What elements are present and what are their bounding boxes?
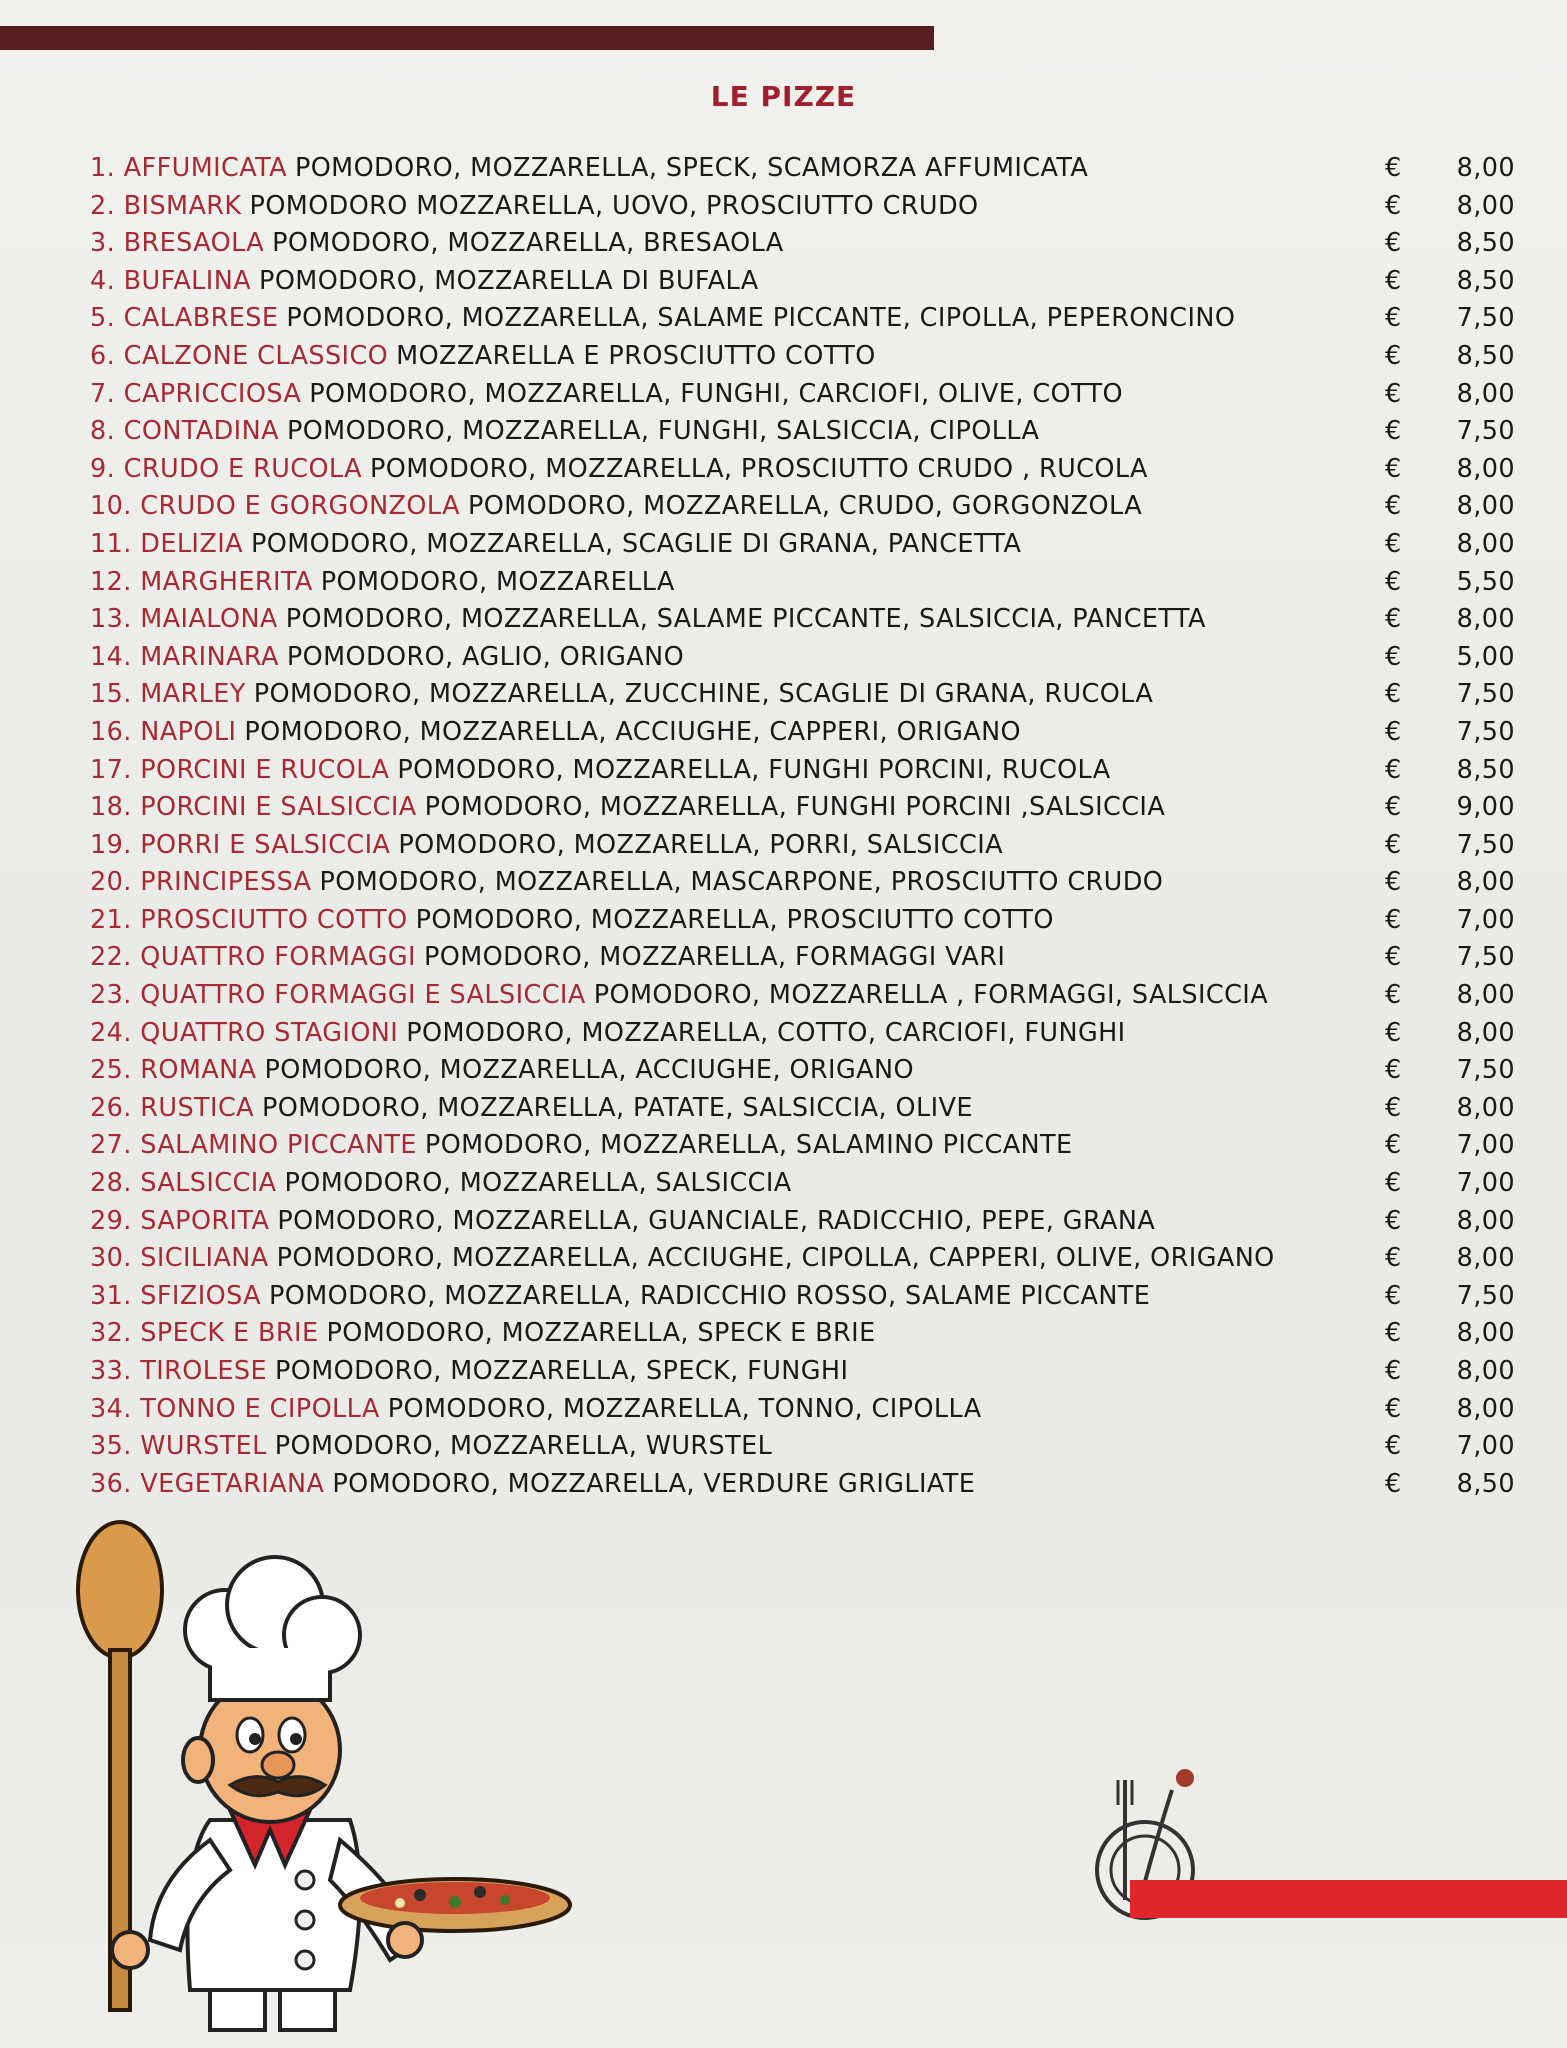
pizza-name: TIROLESE [140, 1356, 267, 1386]
pizza-name: RUSTICA [140, 1092, 254, 1123]
pizza-chef-illustration [60, 1520, 600, 2040]
ingredients: POMODORO, MOZZARELLA [320, 566, 675, 597]
price: 8,50 [1456, 228, 1515, 259]
currency-symbol: € [1385, 1092, 1402, 1123]
price: 7,50 [1456, 1280, 1515, 1311]
ingredients: POMODORO, MOZZARELLA, FUNGHI PORCINI, RUCOLA [397, 754, 1111, 785]
ingredients: POMODORO, MOZZARELLA, ACCIUGHE, ORIGANO [264, 1055, 914, 1086]
item-number: 2. [90, 190, 116, 221]
item-number: 3. [90, 228, 116, 259]
item-number: 14. [90, 641, 132, 672]
pizza-name: CRUDO E RUCOLA [123, 453, 362, 484]
item-number: 9. [90, 453, 116, 484]
pizza-name: CONTADINA [123, 416, 279, 447]
pizza-name: PORCINI E SALSICCIA [140, 792, 417, 823]
currency-symbol: € [1385, 1168, 1402, 1199]
menu-item [90, 1015, 1515, 1053]
item-number: 26. [90, 1092, 132, 1123]
price: 8,00 [1456, 1092, 1515, 1123]
menu-item [90, 1165, 1515, 1203]
ingredients: POMODORO, MOZZARELLA, VERDURE GRIGLIATE [332, 1468, 976, 1499]
price: 8,00 [1456, 453, 1515, 484]
menu-item [90, 488, 1515, 526]
price: 5,50 [1456, 566, 1515, 597]
menu-item [90, 225, 1515, 263]
pizza-name: BISMARK [123, 190, 242, 221]
menu-item [90, 676, 1515, 714]
currency-symbol: € [1385, 604, 1402, 635]
ingredients: POMODORO, MOZZARELLA, ACCIUGHE, CIPOLLA, CAPPERI, OLIVE, ORIGANO [276, 1243, 1275, 1274]
pizza-name: PROSCIUTTO COTTO [140, 904, 408, 935]
price: 8,50 [1456, 754, 1515, 785]
currency-symbol: € [1385, 1356, 1402, 1386]
pizza-name: ROMANA [140, 1055, 257, 1086]
ingredients: POMODORO, MOZZARELLA, SPECK E BRIE [326, 1318, 876, 1349]
price: 7,00 [1456, 904, 1515, 935]
menu-item [90, 1315, 1515, 1353]
currency-symbol: € [1385, 1055, 1402, 1086]
pizza-name: MAIALONA [140, 604, 278, 635]
price: 8,00 [1456, 528, 1515, 559]
menu-item [90, 526, 1515, 564]
item-number: 36. [90, 1468, 132, 1499]
price: 7,50 [1456, 679, 1515, 710]
item-number: 24. [90, 1017, 132, 1048]
menu-item [90, 752, 1515, 790]
ingredients: POMODORO, MOZZARELLA, GUANCIALE, RADICCHIO, PEPE, GRANA [277, 1205, 1156, 1236]
ingredients: POMODORO, MOZZARELLA, FUNGHI PORCINI ,SALSICCIA [424, 792, 1166, 823]
menu-item [90, 864, 1515, 902]
currency-symbol: € [1385, 1130, 1402, 1161]
chef-hat-icon [185, 1557, 360, 1700]
price: 8,00 [1456, 1243, 1515, 1274]
menu-item [90, 939, 1515, 977]
menu-item [90, 714, 1515, 752]
item-number: 20. [90, 867, 132, 898]
currency-symbol: € [1385, 1318, 1402, 1349]
price: 8,00 [1456, 604, 1515, 635]
item-number: 22. [90, 942, 132, 973]
price: 8,50 [1456, 340, 1515, 371]
pizza-name: VEGETARIANA [140, 1468, 325, 1499]
currency-symbol: € [1385, 303, 1402, 334]
menu-item [90, 263, 1515, 301]
pizza-name: PORRI E SALSICCIA [140, 829, 391, 860]
pizza-name: SALSICCIA [140, 1168, 277, 1199]
pizza-name: SFIZIOSA [140, 1280, 262, 1311]
currency-symbol: € [1385, 867, 1402, 898]
menu-item [90, 1090, 1515, 1128]
item-number: 35. [90, 1431, 132, 1462]
currency-symbol: € [1385, 1393, 1402, 1424]
menu-item [90, 1052, 1515, 1090]
pizza-name: DELIZIA [140, 528, 243, 559]
item-number: 32. [90, 1318, 132, 1349]
item-number: 29. [90, 1205, 132, 1236]
currency-symbol: € [1385, 190, 1402, 221]
menu-item [90, 1240, 1515, 1278]
price: 8,50 [1456, 1468, 1515, 1499]
currency-symbol: € [1385, 378, 1402, 409]
currency-symbol: € [1385, 904, 1402, 935]
currency-symbol: € [1385, 1205, 1402, 1236]
ingredients: POMODORO, MOZZARELLA, PORRI, SALSICCIA [398, 829, 1003, 860]
item-number: 13. [90, 604, 132, 635]
currency-symbol: € [1385, 829, 1402, 860]
price: 7,00 [1456, 1431, 1515, 1462]
currency-symbol: € [1385, 792, 1402, 823]
pizza-name: SPECK E BRIE [140, 1318, 319, 1349]
menu-item [90, 789, 1515, 827]
ingredients: POMODORO, MOZZARELLA, RADICCHIO ROSSO, SALAME PICCANTE [269, 1280, 1151, 1311]
pizza-name: CALABRESE [123, 303, 279, 334]
item-number: 11. [90, 528, 132, 559]
item-number: 8. [90, 416, 116, 447]
currency-symbol: € [1385, 716, 1402, 747]
ingredients: POMODORO, MOZZARELLA, PROSCIUTTO CRUDO , RUCOLA [369, 453, 1148, 484]
currency-symbol: € [1385, 980, 1402, 1011]
price: 8,00 [1456, 1356, 1515, 1386]
price: 9,00 [1456, 792, 1515, 823]
ingredients: POMODORO, AGLIO, ORIGANO [286, 641, 685, 672]
menu-item [90, 413, 1515, 451]
item-number: 28. [90, 1168, 132, 1199]
ingredients: POMODORO, MOZZARELLA, SPECK, FUNGHI [274, 1356, 849, 1386]
currency-symbol: € [1385, 491, 1402, 522]
ingredients: POMODORO, MOZZARELLA, BRESAOLA [272, 228, 784, 259]
price: 8,00 [1456, 491, 1515, 522]
ingredients: MOZZARELLA E PROSCIUTTO COTTO [396, 340, 876, 371]
item-number: 4. [90, 265, 116, 296]
pizza-name: WURSTEL [140, 1431, 267, 1462]
menu-item [90, 1466, 1515, 1504]
item-number: 17. [90, 754, 132, 785]
item-number: 23. [90, 980, 132, 1011]
pizza-name: MARINARA [140, 641, 279, 672]
price: 8,00 [1456, 378, 1515, 409]
item-number: 7. [90, 378, 116, 409]
item-number: 33. [90, 1356, 132, 1386]
pizza-name: BUFALINA [123, 265, 252, 296]
ingredients: POMODORO, MOZZARELLA, FORMAGGI VARI [423, 942, 1006, 973]
item-number: 1. [90, 153, 116, 183]
menu-item [90, 1278, 1515, 1316]
menu-item [90, 1127, 1515, 1165]
ingredients: POMODORO, MOZZARELLA, ZUCCHINE, SCAGLIE DI GRANA, RUCOLA [253, 679, 1154, 710]
price: 7,00 [1456, 1168, 1515, 1199]
ingredients: POMODORO, MOZZARELLA , FORMAGGI, SALSICCIA [593, 980, 1269, 1011]
ingredients: POMODORO MOZZARELLA, UOVO, PROSCIUTTO CRUDO [249, 190, 979, 221]
ingredients: POMODORO, MOZZARELLA, MASCARPONE, PROSCIUTTO CRUDO [319, 867, 1164, 898]
ingredients: POMODORO, MOZZARELLA, SALAMINO PICCANTE [424, 1130, 1073, 1161]
menu-item [90, 1391, 1515, 1429]
pizza-name: SAPORITA [140, 1205, 270, 1236]
currency-symbol: € [1385, 1468, 1402, 1499]
currency-symbol: € [1385, 566, 1402, 597]
pizza-name: QUATTRO STAGIONI [140, 1017, 399, 1048]
item-number: 5. [90, 303, 116, 334]
price: 8,00 [1456, 190, 1515, 221]
pizza-name: PORCINI E RUCOLA [140, 754, 390, 785]
pizza-name: MARGHERITA [140, 566, 313, 597]
pizza-name: BRESAOLA [123, 228, 265, 259]
item-number: 19. [90, 829, 132, 860]
ingredients: POMODORO, MOZZARELLA, ACCIUGHE, CAPPERI, ORIGANO [244, 716, 1022, 747]
price: 7,00 [1456, 1130, 1515, 1161]
top-decorative-bar [0, 26, 934, 50]
price: 7,50 [1456, 416, 1515, 447]
ingredients: POMODORO, MOZZARELLA, PROSCIUTTO COTTO [415, 904, 1054, 935]
menu-item [90, 1203, 1515, 1241]
menu-item [90, 1428, 1515, 1466]
menu-item [90, 300, 1515, 338]
menu-item [90, 188, 1515, 226]
ingredients: POMODORO, MOZZARELLA, SCAGLIE DI GRANA, PANCETTA [251, 528, 1022, 559]
item-number: 21. [90, 904, 132, 935]
item-number: 31. [90, 1280, 132, 1311]
menu-item [90, 601, 1515, 639]
currency-symbol: € [1385, 153, 1402, 183]
item-number: 12. [90, 566, 132, 597]
item-number: 30. [90, 1243, 132, 1274]
price: 8,00 [1456, 1318, 1515, 1349]
pizza-name: NAPOLI [140, 716, 237, 747]
currency-symbol: € [1385, 340, 1402, 371]
menu-item [90, 150, 1515, 188]
currency-symbol: € [1385, 641, 1402, 672]
price: 8,00 [1456, 867, 1515, 898]
menu-item [90, 827, 1515, 865]
ingredients: POMODORO, MOZZARELLA DI BUFALA [259, 265, 759, 296]
price: 5,00 [1456, 641, 1515, 672]
ingredients: POMODORO, MOZZARELLA, FUNGHI, SALSICCIA, CIPOLLA [286, 416, 1040, 447]
item-number: 18. [90, 792, 132, 823]
pizza-name: SICILIANA [140, 1243, 269, 1274]
pizza-name: CRUDO E GORGONZOLA [140, 491, 460, 522]
pizza-name: TONNO E CIPOLLA [140, 1393, 380, 1424]
pizza-name: QUATTRO FORMAGGI [140, 942, 416, 973]
price: 8,50 [1456, 265, 1515, 296]
price: 7,50 [1456, 303, 1515, 334]
currency-symbol: € [1385, 528, 1402, 559]
price: 8,00 [1456, 980, 1515, 1011]
ingredients: POMODORO, MOZZARELLA, SALAME PICCANTE, SALSICCIA, PANCETTA [285, 604, 1206, 635]
currency-symbol: € [1385, 265, 1402, 296]
currency-symbol: € [1385, 754, 1402, 785]
currency-symbol: € [1385, 228, 1402, 259]
currency-symbol: € [1385, 1017, 1402, 1048]
currency-symbol: € [1385, 1431, 1402, 1462]
pizza-name: CALZONE CLASSICO [123, 340, 389, 371]
ingredients: POMODORO, MOZZARELLA, CRUDO, GORGONZOLA [467, 491, 1143, 522]
currency-symbol: € [1385, 1243, 1402, 1274]
ingredients: POMODORO, MOZZARELLA, FUNGHI, CARCIOFI, OLIVE, COTTO [309, 378, 1123, 409]
ingredients: POMODORO, MOZZARELLA, COTTO, CARCIOFI, FUNGHI [406, 1017, 1126, 1048]
page-title: LE PIZZE [710, 80, 857, 113]
ingredients: POMODORO, MOZZARELLA, SALAME PICCANTE, CIPOLLA, PEPERONCINO [286, 303, 1236, 334]
price: 7,50 [1456, 829, 1515, 860]
price: 7,50 [1456, 716, 1515, 747]
pizza-name: SALAMINO PICCANTE [140, 1130, 417, 1161]
item-number: 16. [90, 716, 132, 747]
item-number: 34. [90, 1393, 132, 1424]
menu-item [90, 639, 1515, 677]
price: 7,50 [1456, 942, 1515, 973]
item-number: 6. [90, 340, 116, 371]
item-number: 15. [90, 679, 132, 710]
price: 8,00 [1456, 1205, 1515, 1236]
pizza-name: QUATTRO FORMAGGI E SALSICCIA [140, 980, 586, 1011]
currency-symbol: € [1385, 942, 1402, 973]
currency-symbol: € [1385, 1280, 1402, 1311]
item-number: 27. [90, 1130, 132, 1161]
pizza-icon [340, 1879, 570, 1931]
currency-symbol: € [1385, 453, 1402, 484]
menu-item [90, 451, 1515, 489]
ingredients: POMODORO, MOZZARELLA, WURSTEL [274, 1431, 773, 1462]
pizza-name: CAPRICCIOSA [123, 378, 302, 409]
item-number: 10. [90, 491, 132, 522]
price: 8,00 [1456, 153, 1515, 183]
menu-item [90, 977, 1515, 1015]
price: 8,00 [1456, 1393, 1515, 1424]
pizza-name: MARLEY [140, 679, 246, 710]
ingredients: POMODORO, MOZZARELLA, SPECK, SCAMORZA AFFUMICATA [294, 153, 1089, 183]
menu-item [90, 902, 1515, 940]
price: 8,00 [1456, 1017, 1515, 1048]
menu-item [90, 1353, 1515, 1391]
menu-item [90, 338, 1515, 376]
bottom-decorative-bar [1130, 1880, 1567, 1918]
ingredients: POMODORO, MOZZARELLA, TONNO, CIPOLLA [387, 1393, 982, 1424]
item-number: 25. [90, 1055, 132, 1086]
currency-symbol: € [1385, 416, 1402, 447]
menu-item [90, 376, 1515, 414]
ingredients: POMODORO, MOZZARELLA, PATATE, SALSICCIA, OLIVE [262, 1092, 973, 1123]
menu-item [90, 564, 1515, 602]
price: 7,50 [1456, 1055, 1515, 1086]
pizza-name: AFFUMICATA [123, 153, 287, 183]
pizza-name: PRINCIPESSA [140, 867, 312, 898]
currency-symbol: € [1385, 679, 1402, 710]
pizza-list [90, 150, 1515, 1503]
ingredients: POMODORO, MOZZARELLA, SALSICCIA [284, 1168, 792, 1199]
